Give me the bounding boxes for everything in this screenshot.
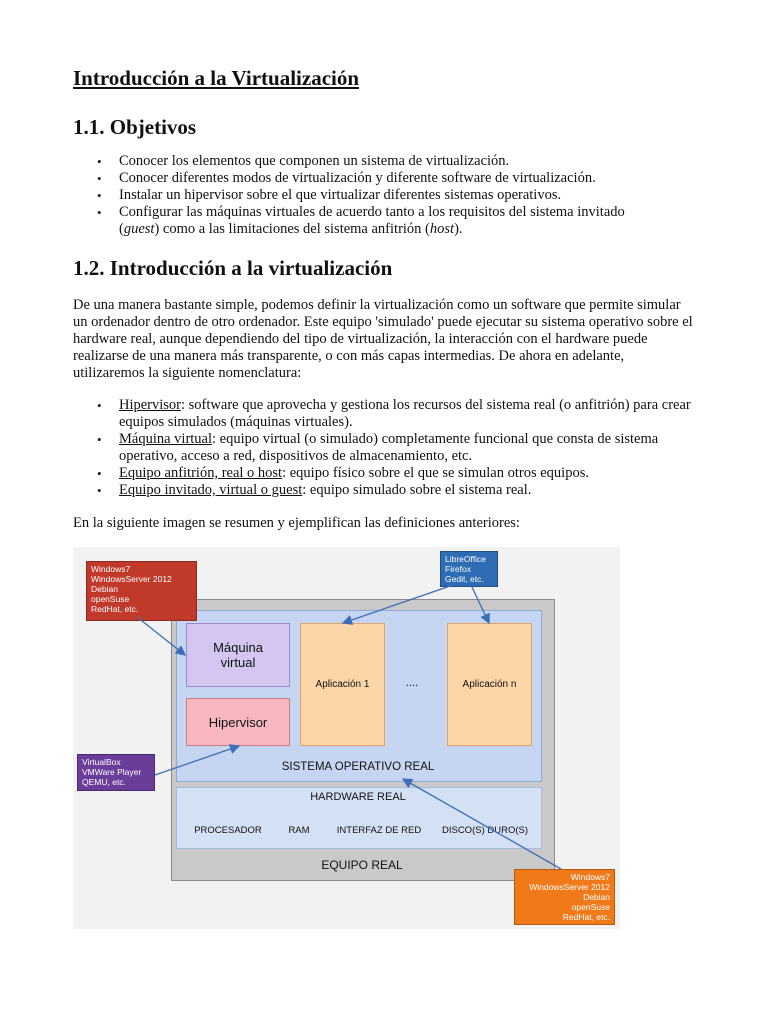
hypervisor-box: Hipervisor	[186, 698, 290, 746]
virtualization-diagram	[73, 547, 620, 929]
hardware-real-label: HARDWARE REAL	[310, 791, 406, 803]
intro-paragraph: De una manera bastante simple, podemos definir la virtualización como un software que permite simular un ordenador dentro de otro ordenador. Este equipo 'simulado' puede ejecutar su sistema operativo sobre el hardware real, aunque dependiendo del tipo de virtualización, la interacción con el hardware puede realizarse de una manera más transparente, o con más capas intermedias. De ahora en adelante, utilizaremos la siguiente nomenclatura:	[73, 297, 693, 381]
arrow-host-os-to-os-real	[403, 779, 561, 869]
list-item: • Instalar un hipervisor sobre el que virtualizar diferentes sistemas operativos.	[73, 187, 713, 204]
host-os-note: Windows7 WindowsServer 2012 Debian openSuse RedHat, etc.	[514, 869, 615, 925]
section-heading-introduccion: 1.2. Introducción a la virtualización	[73, 256, 393, 280]
objectives-list	[73, 153, 713, 238]
hw-item-disks: DISCO(S) DURO(S)	[441, 824, 529, 836]
ellipsis-label: ....	[405, 677, 419, 689]
os-real-label: SISTEMA OPERATIVO REAL	[281, 761, 435, 773]
arrow-guest-os-to-vm	[137, 617, 185, 655]
vm-box: Máquina virtual	[186, 623, 290, 687]
list-item: • Configurar las máquinas virtuales de acuerdo tanto a los requisitos del sistema invitado (guest) como a las limitaciones del sistema anfitrión (host).	[73, 204, 713, 238]
arrow-apps-to-app1	[343, 585, 453, 623]
app1-box: Aplicación 1	[300, 623, 385, 746]
hw-item-network: INTERFAZ DE RED	[336, 824, 422, 836]
diagram-caption: En la siguiente imagen se resumen y ejemplifican las definiciones anteriores:	[73, 515, 520, 531]
equipo-real-label: EQUIPO REAL	[321, 858, 403, 872]
apps-note: LibreOffice Firefox Gedit, etc.	[440, 551, 498, 587]
list-item: • Máquina virtual: equipo virtual (o simulado) completamente funcional que consta de sistema operativo, acceso a red, dispositivos de almacenamiento, etc.	[73, 431, 693, 465]
list-item: • Conocer diferentes modos de virtualización y diferente software de virtualización.	[73, 170, 713, 187]
hw-item-ram: RAM	[288, 824, 310, 836]
hypervisor-note: VirtualBox VMWare Player QEMU, etc.	[77, 754, 155, 791]
definitions-list	[73, 397, 693, 499]
list-item: • Conocer los elementos que componen un sistema de virtualización.	[73, 153, 713, 170]
hw-item-processor: PROCESADOR	[194, 824, 262, 836]
page-title: Introducción a la Virtualización	[73, 66, 360, 90]
guest-os-note: Windows7 WindowsServer 2012 Debian openSuse RedHat, etc.	[86, 561, 197, 621]
section-heading-objetivos: 1.1. Objetivos	[73, 115, 197, 139]
arrow-apps-to-appn	[471, 585, 489, 623]
arrow-hypervisor-note-to-hypervisor	[155, 746, 239, 775]
diagram-arrows	[73, 547, 620, 929]
list-item: • Equipo invitado, virtual o guest: equipo simulado sobre el sistema real.	[73, 482, 693, 499]
list-item: • Hipervisor: software que aprovecha y gestiona los recursos del sistema real (o anfitrión) para crear equipos simulados (máquinas virtuales).	[73, 397, 693, 431]
appn-box: Aplicación n	[447, 623, 532, 746]
list-item: • Equipo anfitrión, real o host: equipo físico sobre el que se simulan otros equipos.	[73, 465, 693, 482]
